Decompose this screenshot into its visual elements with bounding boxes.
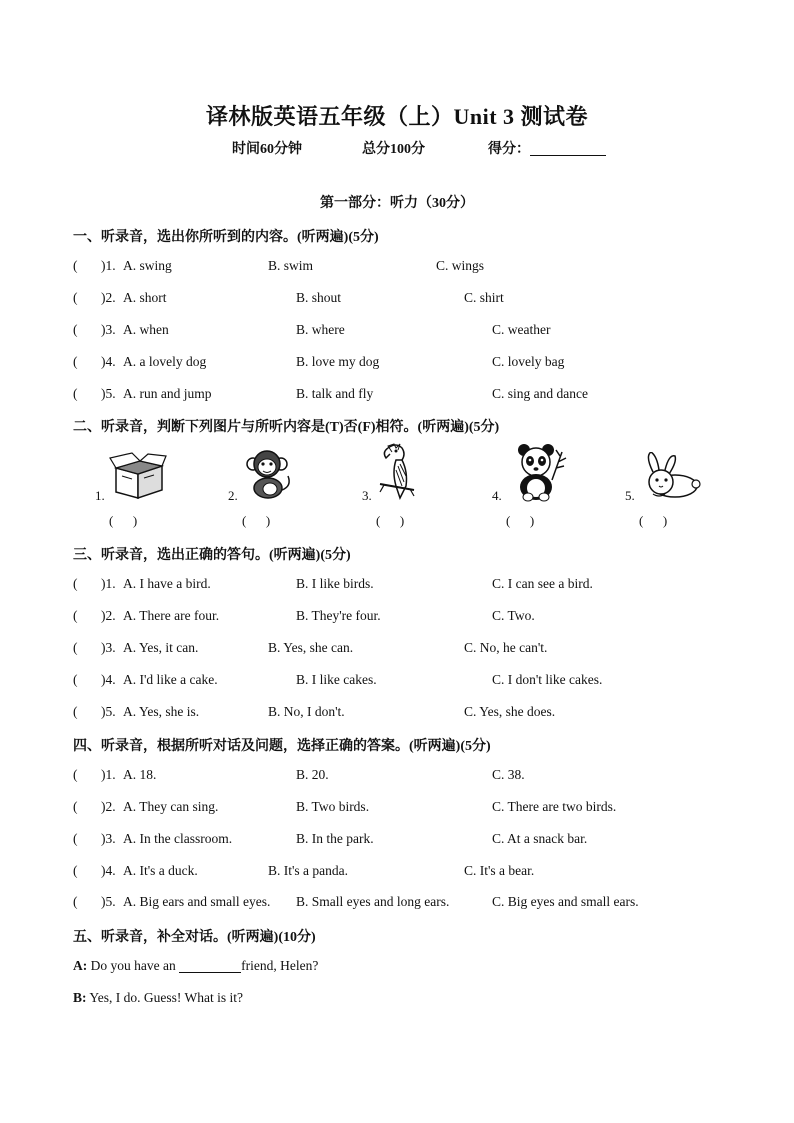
option-b: B. where [296,322,345,337]
picture-number: 5. [625,488,635,503]
option-a: A. a lovely dog [123,354,207,369]
question-row [73,354,733,374]
answer-paren[interactable]: ( [73,608,78,623]
option-a: A. It's a duck. [123,863,198,878]
answer-paren[interactable]: ( ) [242,513,271,528]
fill-blank[interactable] [179,958,241,973]
option-b: B. I like birds. [296,576,374,591]
question-number: )5. [101,386,116,401]
option-a: A. Big ears and small eyes. [123,894,271,909]
answer-paren[interactable]: ( [73,894,78,909]
answer-paren[interactable]: ( ) [376,513,405,528]
answer-paren[interactable]: ( [73,258,78,273]
option-c: C. wings [436,258,485,273]
option-a: A. run and jump [123,386,212,401]
section-3-title: 三、听录音，选出正确的答句。(听两遍)(5分) [73,548,351,563]
question-number: )4. [101,863,116,878]
answer-paren[interactable]: ( [73,354,78,369]
question-number: )2. [101,608,116,623]
option-a: A. 18. [123,767,157,782]
question-row [73,608,733,628]
option-c: C. 38. [492,767,525,782]
total-score: 总分100分 [362,142,425,157]
question-number: )3. [101,831,116,846]
dialogue-text: friend, Helen? [241,958,319,973]
question-row [73,386,733,406]
panda-icon [512,442,568,502]
option-a: A. swing [123,258,172,273]
question-number: )1. [101,258,116,273]
option-c: C. lovely bag [492,354,565,369]
question-number: )4. [101,672,116,687]
picture-item [226,440,326,535]
answer-paren[interactable]: ( [73,640,78,655]
section-4-title: 四、听录音，根据所听对话及问题，选择正确的答案。(听两遍)(5分) [73,739,491,754]
option-a: A. I'd like a cake. [123,672,218,687]
option-a: A. In the classroom. [123,831,233,846]
option-c: C. No, he can't. [464,640,548,655]
option-c: C. weather [492,322,551,337]
option-c: C. There are two birds. [492,799,617,814]
answer-paren[interactable]: ( [73,576,78,591]
question-row [73,290,733,310]
option-a: A. I have a bird. [123,576,211,591]
option-a: A. short [123,290,167,305]
option-b: B. It's a panda. [268,863,349,878]
option-b: B. Yes, she can. [268,640,354,655]
option-c: C. It's a bear. [464,863,535,878]
option-a: A. There are four. [123,608,220,623]
speaker-label: B: [73,990,87,1005]
picture-number: 2. [228,488,238,503]
question-row [73,672,733,692]
option-c: C. At a snack bar. [492,831,588,846]
answer-paren[interactable]: ( [73,704,78,719]
option-c: C. Two. [492,608,535,623]
question-number: )1. [101,767,116,782]
question-number: )3. [101,322,116,337]
answer-paren[interactable]: ( [73,322,78,337]
option-b: B. shout [296,290,342,305]
option-b: B. swim [268,258,314,273]
picture-item [360,440,460,535]
option-b: B. Small eyes and long ears. [296,894,450,909]
section-5-title: 五、听录音，补全对话。(听两遍)(10分) [73,930,316,945]
option-b: B. love my dog [296,354,380,369]
dialogue-line [73,990,243,1006]
part-title: 第一部分：听力（30分） [320,196,474,211]
picture-number: 1. [95,488,105,503]
answer-paren[interactable]: ( [73,863,78,878]
answer-paren[interactable]: ( [73,767,78,782]
exam-time: 时间60分钟 [232,142,302,157]
score-field [488,138,606,158]
option-c: C. I don't like cakes. [492,672,603,687]
dialogue-text: Yes, I do. Guess! What is it? [89,990,243,1005]
page-title: 译林版英语五年级（上）Unit 3 测试卷 [205,104,589,129]
parrot-icon [374,442,422,502]
question-row [73,799,733,819]
question-number: )2. [101,290,116,305]
option-b: B. talk and fly [296,386,374,401]
question-row [73,576,733,596]
question-row [73,894,733,914]
question-row [73,831,733,851]
question-number: )2. [101,799,116,814]
box-icon [108,450,168,502]
section-2-title: 二、听录音，判断下列图片与所听内容是(T)否(F)相符。(听两遍)(5分) [73,420,500,435]
dialogue-text: Do you have an [90,958,176,973]
option-b: B. In the park. [296,831,374,846]
option-b: B. They're four. [296,608,381,623]
option-c: C. Yes, she does. [464,704,556,719]
option-a: A. They can sing. [123,799,219,814]
question-number: )1. [101,576,116,591]
option-b: B. No, I don't. [268,704,345,719]
option-c: C. shirt [464,290,504,305]
answer-paren[interactable]: ( ) [639,513,668,528]
option-c: C. sing and dance [492,386,588,401]
speaker-label: A: [73,958,88,973]
answer-paren[interactable]: ( [73,386,78,401]
option-a: A. when [123,322,169,337]
answer-paren[interactable]: ( [73,290,78,305]
picture-item [623,440,723,535]
question-number: )5. [101,894,116,909]
picture-number: 3. [362,488,372,503]
option-c: C. I can see a bird. [492,576,593,591]
option-a: A. Yes, she is. [123,704,200,719]
question-row [73,704,733,724]
score-label: 得分： [488,142,530,157]
question-number: )5. [101,704,116,719]
option-b: B. Two birds. [296,799,370,814]
option-b: B. I like cakes. [296,672,377,687]
question-number: )3. [101,640,116,655]
answer-paren[interactable]: ( ) [109,513,138,528]
rabbit-icon [639,452,701,500]
option-c: C. Big eyes and small ears. [492,894,639,909]
dialogue-line [73,958,318,974]
answer-paren[interactable]: ( [73,672,78,687]
question-row [73,863,733,883]
question-row [73,322,733,342]
question-row [73,640,733,660]
question-row [73,767,733,787]
option-b: B. 20. [296,767,329,782]
option-a: A. Yes, it can. [123,640,199,655]
score-blank[interactable] [530,141,606,156]
question-number: )4. [101,354,116,369]
section-1-title: 一、听录音，选出你所听到的内容。(听两遍)(5分) [73,230,379,245]
answer-paren[interactable]: ( [73,831,78,846]
picture-number: 4. [492,488,502,503]
answer-paren[interactable]: ( ) [506,513,535,528]
picture-item [490,440,590,535]
picture-item [93,440,193,535]
question-row [73,258,733,278]
answer-paren[interactable]: ( [73,799,78,814]
monkey-icon [244,446,294,500]
